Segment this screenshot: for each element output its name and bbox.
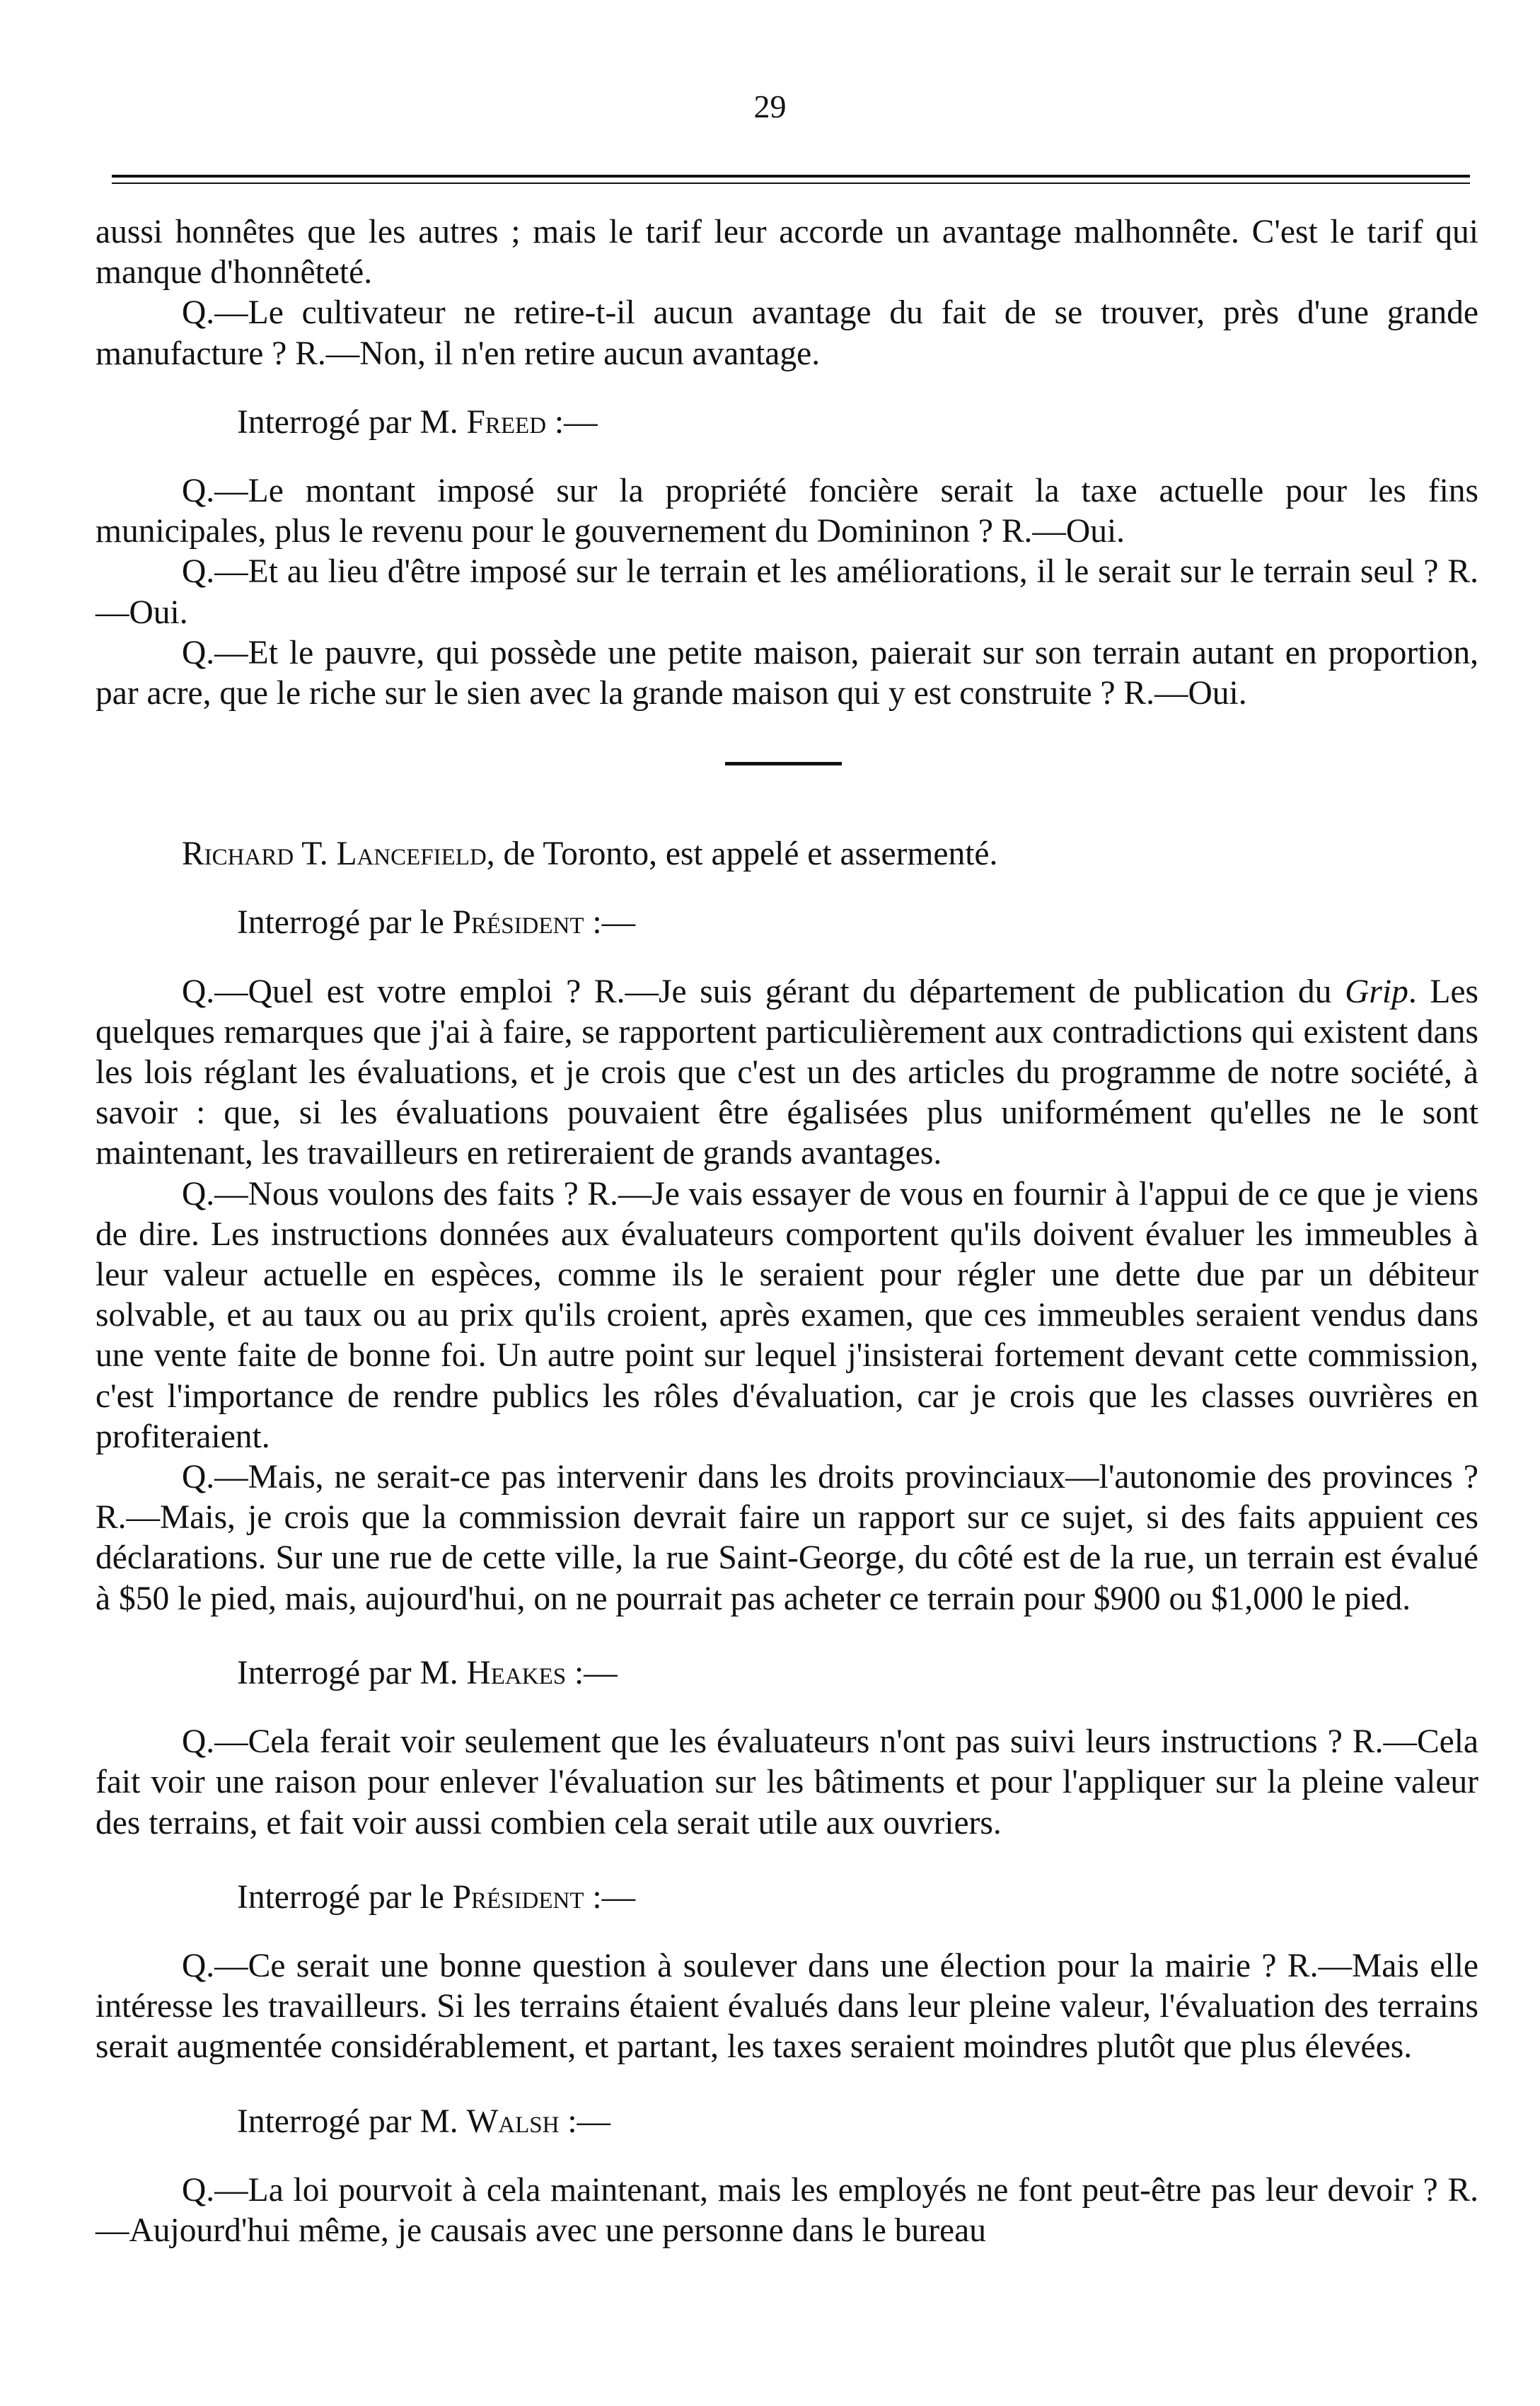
examiner-heading-heakes: Interrogé par M. Heakes :— (237, 1654, 618, 1691)
paragraph-question: Q.—Le montant imposé sur la propriété foncière serait la taxe actuelle pour les fins municipales, plus le revenu pour le gouvernement du Domininon ? R.—Oui. (95, 473, 1478, 550)
paragraph-question: Q.—Le cultivateur ne retire-t-il aucun avantage du fait de se trouver, près d'une grande manufacture ? R.—Non, il n'en retire aucun avantage. (95, 294, 1478, 372)
paragraph-continuation: aussi honnêtes que les autres ; mais le tarif leur accorde un avantage malhonnête. C'est le tarif qui manque d'honnêteté. (95, 214, 1478, 291)
examiner-heading-freed: Interrogé par M. Freed :— (237, 403, 598, 441)
paragraph-question: Q.—Cela ferait voir seulement que les évaluateurs n'ont pas suivi leurs instructions ? R.—Cela fait voir une raison pour enlever l'évaluation sur les bâtiments et pour l'appliquer sur la pleine valeur des terrains, et fait voir aussi combien cela serait utile aux ouvriers. (95, 1723, 1478, 1841)
page-body (95, 212, 1478, 2251)
paragraph-question: Q.—Nous voulons des faits ? R.—Je vais essayer de vous en fournir à l'appui de ce que je viens de dire. Les instructions données aux évaluateurs comportent qu'ils doivent évaluer les immeubles à leur valeur actuelle en espèces, comme ils le seraient pour régler une dette due par un débiteur solvable, et au taux ou au prix qu'ils croient, après examen, que ces immeubles seraient vendus dans une vente faite de bonne foi. Un autre point sur lequel j'insisterai fortement devant cette commission, c'est l'importance de rendre publics les rôles d'évaluation, car je crois que les classes ouvrières en profiteraient. (95, 1175, 1478, 1455)
paragraph-question: Q.—Mais, ne serait-ce pas intervenir dans les droits provinciaux—l'autonomie des provinces ? R.—Mais, je crois que la commission devrait faire un rapport sur ce sujet, si des faits appuient ces déclarations. Sur une rue de cette ville, la rue Saint-George, du côté est de la rue, un terrain est évalué à $50 le pied, mais, aujourd'hui, on ne pourrait pas acheter ce terrain pour $900 ou $1,000 le pied. (95, 1459, 1478, 1617)
header-rule-thick (112, 175, 1470, 178)
witness-intro: Richard T. Lancefield, de Toronto, est appelé et assermenté. (182, 835, 998, 873)
examiner-heading-president: Interrogé par le Président :— (237, 904, 636, 942)
section-separator (725, 762, 842, 765)
examiner-heading-president: Interrogé par le Président :— (237, 1878, 636, 1916)
examiner-heading-walsh: Interrogé par M. Walsh :— (237, 2103, 611, 2140)
header-rule-thin (112, 183, 1470, 184)
paragraph-question: Q.—Ce serait une bonne question à soulever dans une élection pour la mairie ? R.—Mais elle intéresse les travailleurs. Si les terrains étaient évalués dans leur pleine valeur, l'évaluation des terrains serait augmentée considérablement, et partant, les taxes seraient moindres plutôt que plus élevées. (95, 1947, 1478, 2066)
paragraph-question: Q.—Et au lieu d'être imposé sur le terrain et les améliorations, il le serait sur le terrain seul ? R.—Oui. (95, 553, 1478, 631)
paragraph-question: Q.—Quel est votre emploi ? R.—Je suis gérant du département de publication du Grip. Les quelques remarques que j'ai à faire, se rapportent particulièrement aux contradictions qui existent dans les lois réglant les évaluations, et je crois que c'est un des articles du programme de notre société, à savoir : que, si les évaluations pouvaient être égalisées plus uniformément qu'elles ne le sont maintenant, les travailleurs en retireraient de grands avantages. (95, 973, 1478, 1172)
paragraph-question: Q.—La loi pourvoit à cela maintenant, mais les employés ne font peut-être pas leur devoir ? R.—Aujourd'hui même, je causais avec une personne dans le bureau (95, 2171, 1478, 2249)
paragraph-question: Q.—Et le pauvre, qui possède une petite maison, paierait sur son terrain autant en proportion, par acre, que le riche sur le sien avec la grande maison qui y est construite ? R.—Oui. (95, 634, 1478, 712)
page-number: 29 (753, 88, 787, 125)
